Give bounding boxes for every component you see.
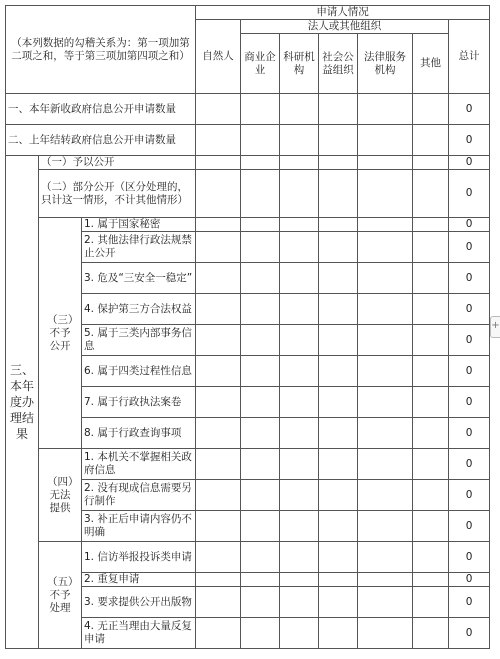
table-row [6, 156, 490, 170]
row-label: 5. 属于三类内部事务信息 [82, 325, 196, 356]
total-value: 0 [449, 573, 490, 587]
commercial-header: 商业企业 [241, 34, 280, 94]
legal-service-header: 法律服务机构 [358, 34, 413, 94]
total-value: 0 [449, 618, 490, 649]
total-value: 0 [449, 218, 490, 232]
total-value: 0 [449, 356, 490, 387]
row-label: 2. 重复申请 [82, 573, 196, 587]
total-value: 0 [449, 232, 490, 263]
total-value: 0 [449, 156, 490, 170]
total-value: 0 [449, 418, 490, 449]
table-row [6, 542, 490, 573]
row-label: （一）予以公开 [39, 156, 196, 170]
total-value: 0 [449, 263, 490, 294]
total-value: 0 [449, 480, 490, 511]
row-label: 1. 本机关不掌握相关政府信息 [82, 449, 196, 480]
total-header: 总计 [449, 20, 490, 94]
row-label: 2. 没有现成信息需要另行制作 [82, 480, 196, 511]
natural-person-header: 自然人 [196, 20, 241, 94]
side-expand-handle[interactable] [490, 316, 500, 338]
applicant-info-header: 申请人情况 [196, 6, 490, 20]
group3-label: （三）不予公开 [39, 218, 82, 449]
total-value: 0 [449, 170, 490, 218]
total-value: 0 [449, 325, 490, 356]
table-row [6, 218, 490, 232]
total-value: 0 [449, 511, 490, 542]
total-value: 0 [449, 294, 490, 325]
row-label: 二、上年结转政府信息公开申请数量 [6, 125, 196, 156]
row-label: 1. 信访举报投诉类申请 [82, 542, 196, 573]
other-header: 其他 [413, 34, 449, 94]
section3-label: 三、本年度办理结果 [6, 156, 39, 649]
row-label: 7. 属于行政执法案卷 [82, 387, 196, 418]
total-value: 0 [449, 542, 490, 573]
table-row [6, 125, 490, 156]
row-label: 2. 其他法律行政法规禁止公开 [82, 232, 196, 263]
row-label: 1. 属于国家秘密 [82, 218, 196, 232]
note-cell: （本列数据的勾稽关系为：第一项加第二项之和，等于第三项加第四项之和） [6, 6, 196, 94]
legal-person-group-header: 法人或其他组织 [241, 20, 449, 34]
total-value: 0 [449, 449, 490, 480]
row-label: 3. 要求提供公开出版物 [82, 587, 196, 618]
social-welfare-header: 社会公益组织 [319, 34, 358, 94]
row-label: 一、本年新收政府信息公开申请数量 [6, 94, 196, 125]
table-row [6, 449, 490, 480]
total-value: 0 [449, 94, 490, 125]
group4-label: （四）无法提供 [39, 449, 82, 542]
row-label: （二）部分公开（区分处理的，只计这一情形，不计其他情形） [39, 170, 196, 218]
plus-icon: + [491, 320, 500, 331]
total-value: 0 [449, 587, 490, 618]
research-header: 科研机构 [280, 34, 319, 94]
row-label: 6. 属于四类过程性信息 [82, 356, 196, 387]
row-label: 8. 属于行政查询事项 [82, 418, 196, 449]
table-row [6, 170, 490, 218]
gov-info-disclosure-table [5, 5, 490, 649]
row-label: 4. 保护第三方合法权益 [82, 294, 196, 325]
row-label: 3. 危及“三安全一稳定” [82, 263, 196, 294]
row-label: 4. 无正当理由大量反复申请 [82, 618, 196, 649]
group5-label: （五）不予处理 [39, 542, 82, 649]
total-value: 0 [449, 125, 490, 156]
row-label: 3. 补正后申请内容仍不明确 [82, 511, 196, 542]
table-row [6, 94, 490, 125]
total-value: 0 [449, 387, 490, 418]
